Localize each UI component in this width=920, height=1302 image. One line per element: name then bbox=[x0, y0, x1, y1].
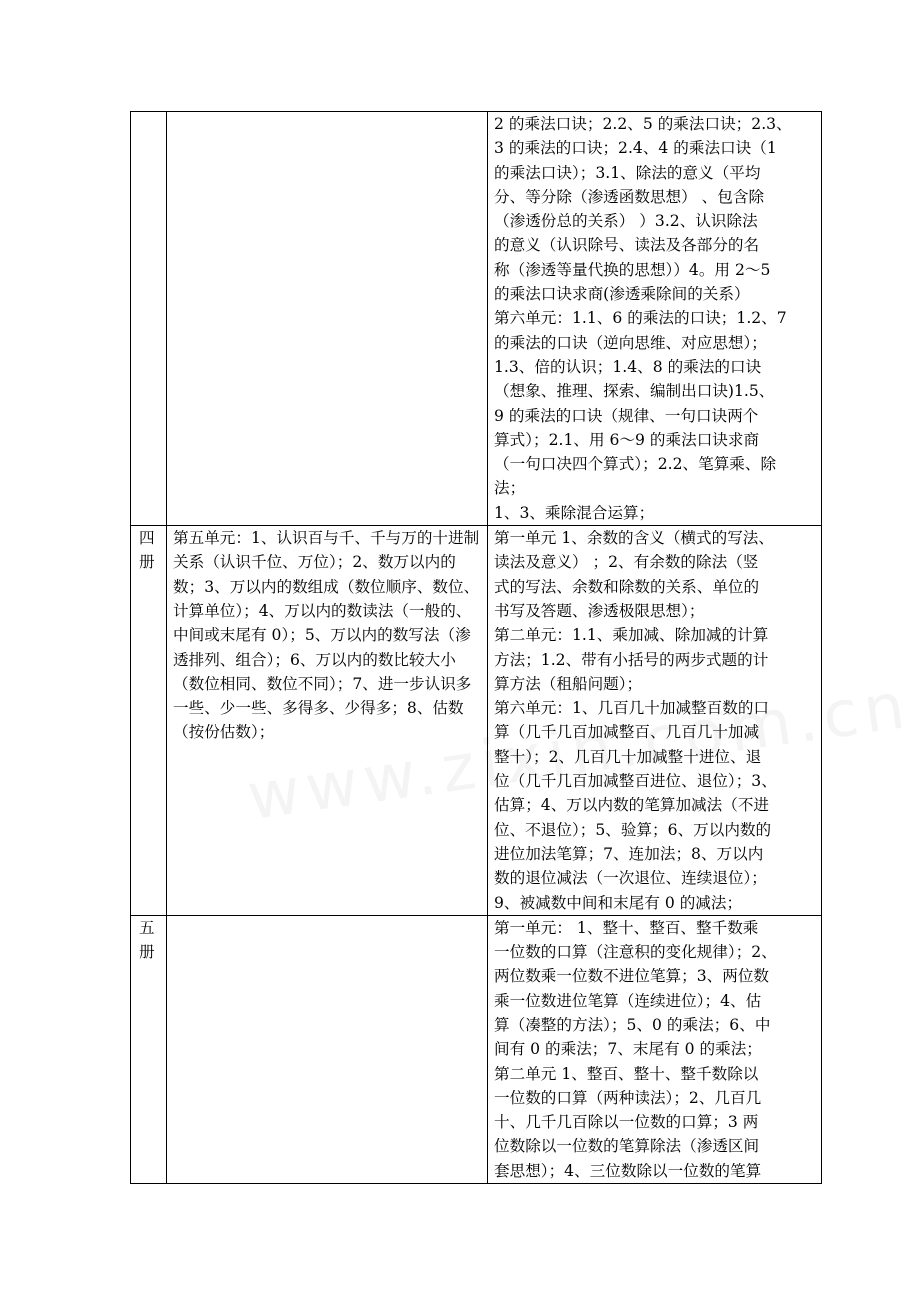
cell-line: 两位数乘一位数不进位笔算；3、两位数 bbox=[494, 967, 770, 986]
cell-line: 读法及意义） ；2、有余数的除法（竖 bbox=[494, 553, 759, 572]
cell-line: 一位数的口算（两种读法）；2、几百几 bbox=[494, 1088, 762, 1107]
cell-line: 位（几千几百加减整百进位、退位）；3、 bbox=[494, 772, 777, 791]
cell-line: 估算；4、万以内数的笔算加减法（不进 bbox=[494, 796, 770, 815]
cell-line: 2 的乘法口诀；2.2、5 的乘法口诀；2.3、 bbox=[494, 115, 792, 133]
cell-line: 第一单元 1、余数的含义（横式的写法、 bbox=[494, 529, 774, 548]
curriculum-table bbox=[130, 111, 822, 1184]
cell-line: 第一单元： 1、整十、整百、整千数乘 bbox=[494, 918, 759, 937]
cell-line: 一位数的口算（注意积的变化规律）；2、 bbox=[494, 943, 777, 962]
grade-cell: 四册 bbox=[131, 526, 167, 916]
cell-lines bbox=[488, 112, 822, 526]
cell-line: 的乘法的口诀（逆向思维、对应思想）； bbox=[494, 333, 767, 352]
cell-line: 位、不退位）；5、验算；6、万以内数的 bbox=[494, 820, 772, 839]
cell-line: 称（渗透等量代换的思想））4。用 2～5 bbox=[494, 260, 771, 279]
cell-line: 数的退位减法（一次退位、连续退位）； bbox=[494, 869, 767, 888]
cell-line: 第二单元：1.1、乘加减、除加减的计算 bbox=[494, 626, 769, 645]
cell-line: 乘一位数进位笔算（连续进位）；4、估 bbox=[494, 991, 762, 1010]
cell-line: 第六单元：1、几百几十加减整百数的口 bbox=[494, 699, 770, 718]
cell-line: 第二单元 1、整百、整十、整千数除以 bbox=[494, 1064, 759, 1083]
grade-cell bbox=[131, 112, 167, 526]
cell-line: 整十）；2、几百几十加减整十进位、退 bbox=[494, 747, 762, 766]
cell-line: 的意义（认识除号、读法及各部分的名 bbox=[494, 236, 760, 255]
cell-line: （想象、推理、探索、编制出口诀)1.5、 bbox=[494, 382, 775, 401]
cell-line: 位数除以一位数的笔算除法（渗透区间 bbox=[494, 1137, 760, 1156]
cell-line: 间有 0 的乘法；7、末尾有 0 的乘法； bbox=[494, 1040, 762, 1059]
cell-line: 3 的乘法的口诀；2.4、4 的乘法口诀（1 bbox=[494, 139, 777, 158]
cell-lines bbox=[488, 915, 822, 1183]
cell-line: 式的写法、余数和除数的关系、单位的 bbox=[494, 577, 760, 596]
cell-line: 算方法（租船问题）； bbox=[494, 674, 643, 693]
table-row bbox=[131, 112, 822, 526]
cell-lines bbox=[488, 526, 822, 916]
table-row bbox=[131, 915, 822, 1183]
grade-cell: 五册 bbox=[131, 915, 167, 1183]
cell-line: 进位加法笔算；7、连加法；8、万以内 bbox=[494, 844, 764, 863]
cell-line: 1、3、乘除混合运算； bbox=[494, 503, 655, 522]
cell-text bbox=[167, 915, 488, 1183]
cell-line: 十、几千几百除以一位数的口算；3 两 bbox=[494, 1113, 759, 1132]
cell-line: 的乘法口诀）；3.1、除法的意义（平均 bbox=[494, 163, 761, 182]
cell-line: （一句口决四个算式）；2.2、笔算乘、除 bbox=[494, 455, 777, 474]
cell-line: 1.3、倍的认识；1.4、8 的乘法的口诀 bbox=[494, 357, 762, 376]
cell-line: 算（几千几百加减整百、几百几十加减 bbox=[494, 723, 760, 742]
cell-line: 算式）；2.1、用 6～9 的乘法口诀求商 bbox=[494, 430, 760, 449]
cell-line: 算（凑整的方法）；5、0 的乘法；6、中 bbox=[494, 1015, 771, 1034]
cell-line: 9 的乘法的口诀（规律、一句口诀两个 bbox=[494, 406, 759, 425]
cell-line: 方法；1.2、带有小括号的两步式题的计 bbox=[494, 650, 769, 669]
cell-text bbox=[167, 112, 488, 526]
cell-line: 书写及答题、渗透极限思想）； bbox=[494, 601, 705, 620]
cell-line: 9、被减数中间和末尾有 0 的减法； bbox=[494, 893, 743, 912]
cell-line: 法； bbox=[494, 479, 526, 498]
cell-text: 第五单元：1、认识百与千、千与万的十进制关系（认识千位、万位）；2、数万以内的数；3、万以内的数组成（数位顺序、数位、计算单位）；4、万以内的数读法（一般的、中间或末尾有 0）；5、万以内的数写法（渗透排列、组合）；6、万以内的数比较大小（数位相同、数位不同）；7、进一步认识多一些、少一些、多得多、少得多；8、估数（按份估数）； bbox=[167, 526, 488, 916]
table-row bbox=[131, 526, 822, 916]
cell-line: （渗透份总的关系） ）3.2、认识除法 bbox=[494, 212, 758, 231]
cell-line: 套思想）；4、三位数除以一位数的笔算 bbox=[494, 1161, 762, 1180]
cell-line: 第六单元：1.1、6 的乘法的口诀；1.2、7 bbox=[494, 309, 787, 328]
cell-line: 的乘法口诀求商(渗透乘除间的关系） bbox=[494, 285, 750, 304]
cell-line: 分、等分除（渗透函数思想） 、包含除 bbox=[494, 187, 765, 206]
